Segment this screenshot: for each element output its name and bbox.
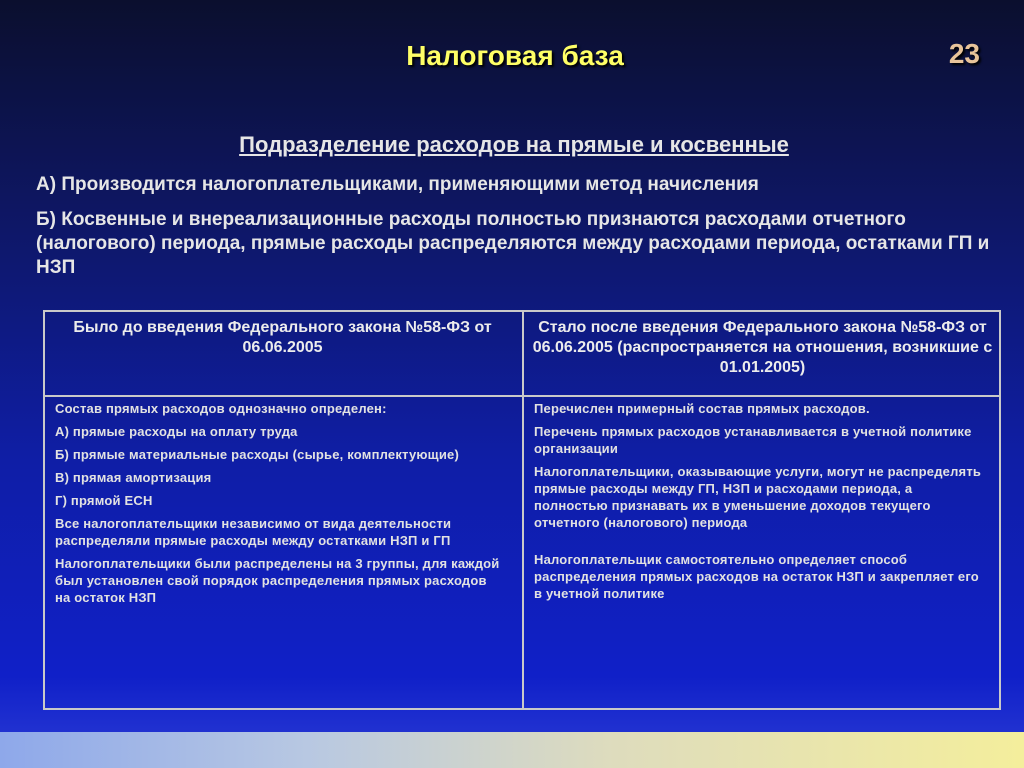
list-item: Налогоплательщики были распределены на 3 группы, для каждой был установлен свой порядок распределения прямых расходов на остаток НЗП <box>55 556 500 605</box>
list-item: В) прямая амортизация <box>55 470 212 485</box>
paragraph-a: А) Производится налогоплательщиками, применяющими метод начисления <box>36 174 759 195</box>
list-item: А) прямые расходы на оплату труда <box>55 424 298 439</box>
bottom-gradient-bar <box>0 732 1024 768</box>
page-number: 23 <box>948 38 980 69</box>
column-after <box>534 400 989 608</box>
list-item: Б) прямые материальные расходы (сырье, комплектующие) <box>55 447 459 462</box>
list-item: Состав прямых расходов однозначно определен: <box>55 401 387 416</box>
column-before <box>55 400 500 612</box>
table-header-divider <box>45 395 999 397</box>
list-item: Налогоплательщики, оказывающие услуги, могут не распределять прямые расходы между ГП, НЗП и расходами периода, а полностью признавать их в уменьшение доходов текущего отчетного (налогового) периода <box>534 464 982 530</box>
paragraph-b: Б) Косвенные и внереализационные расходы полностью признаются расходами отчетного (налогового) периода, прямые расходы распределяются между расходами периода, остатками ГП и НЗП <box>36 209 990 278</box>
slide-title: Налоговая база <box>406 40 624 71</box>
table-column-divider <box>522 312 524 708</box>
comparison-table <box>43 310 1001 710</box>
table-header-after: Стало после введения Федерального закона №58-ФЗ от 06.06.2005 (распространяется на отношения, возникшие с 01.01.2005) <box>532 319 993 376</box>
list-item: Перечень прямых расходов устанавливается в учетной политике организации <box>534 424 972 456</box>
list-item: Все налогоплательщики независимо от вида деятельности распределяли прямые расходы между остатками НЗП и ГП <box>55 516 452 548</box>
list-item: Налогоплательщик самостоятельно определяет способ распределения прямых расходов на остаток НЗП и закрепляет его в учетной политике <box>534 552 979 601</box>
list-item: Г) прямой ЕСН <box>55 493 153 508</box>
table-header-before: Было до введения Федерального закона №58-ФЗ от 06.06.2005 <box>73 319 492 356</box>
list-item: Перечислен примерный состав прямых расходов. <box>534 401 870 416</box>
slide-subtitle: Подразделение расходов на прямые и косвенные <box>239 132 789 157</box>
